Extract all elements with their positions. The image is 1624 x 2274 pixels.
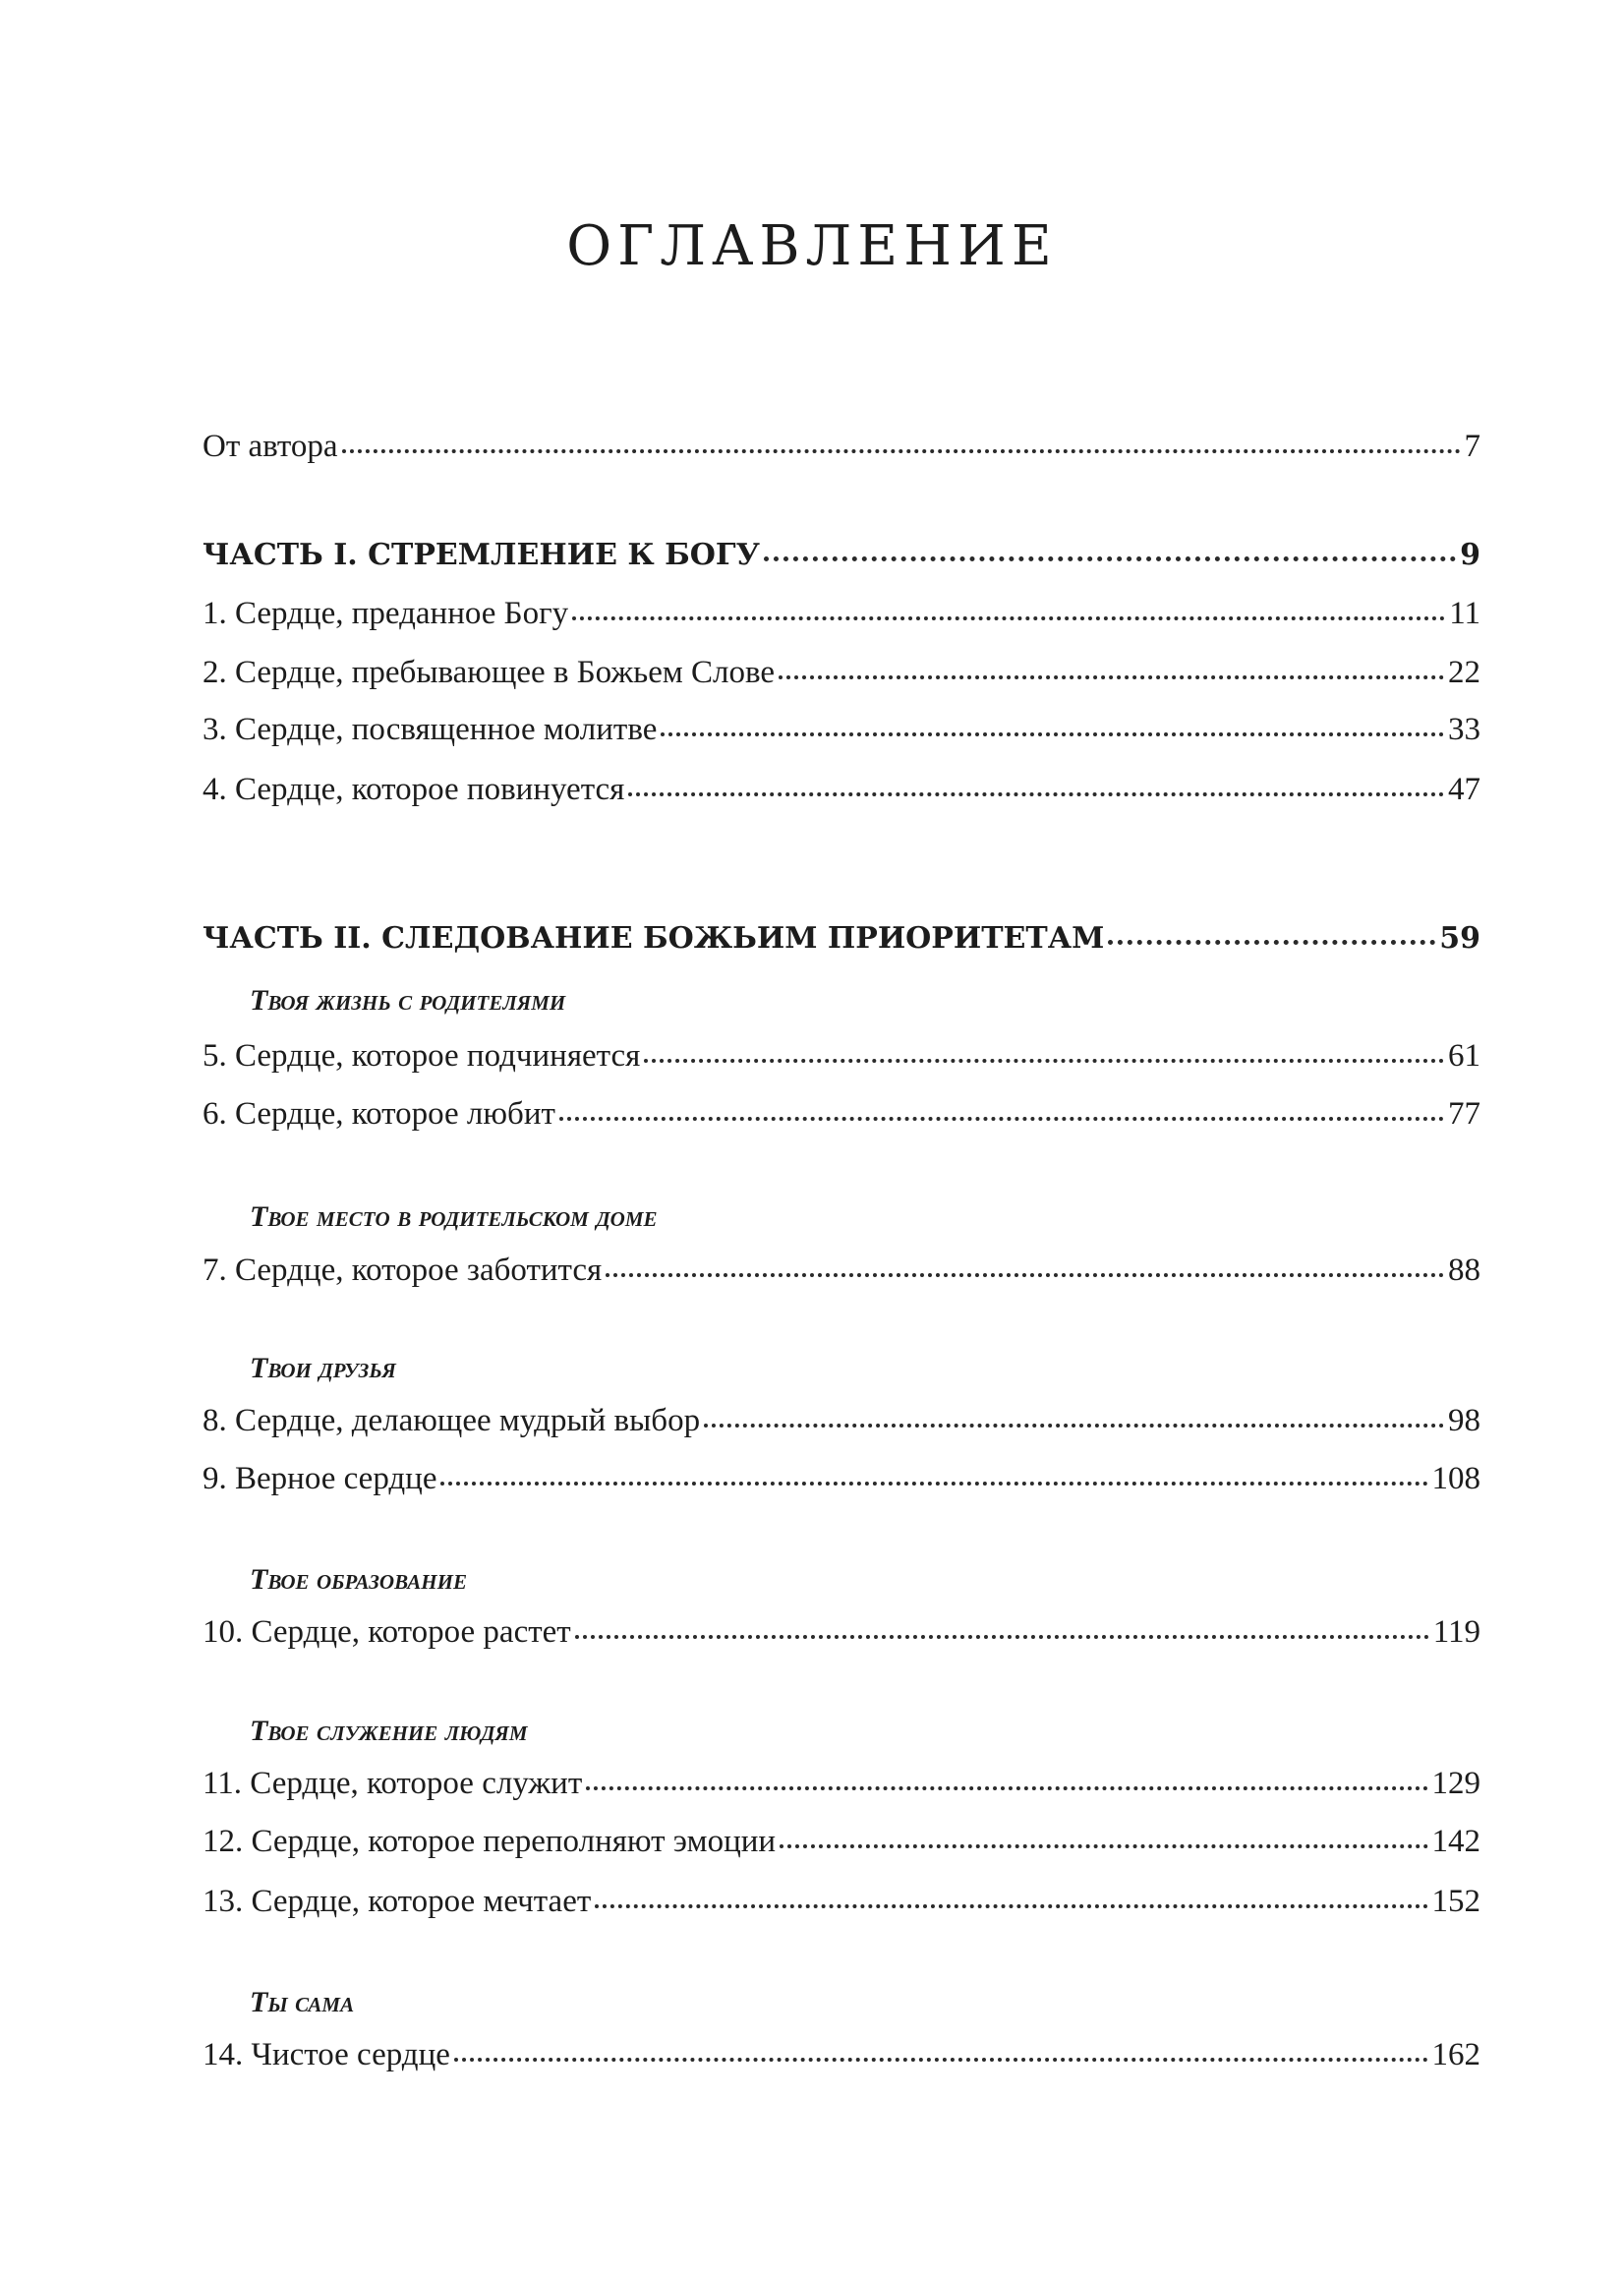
- entry-page: 7: [1464, 429, 1480, 464]
- entry-page: 108: [1431, 1461, 1480, 1496]
- entry-title: 5. Сердце, которое подчиняется: [203, 1038, 641, 1074]
- entry-title: 9. Верное сердце: [203, 1461, 437, 1496]
- entry-title: 11. Сердце, которое служит: [203, 1766, 583, 1801]
- part-page: 59: [1439, 921, 1480, 956]
- entry-title: 8. Сердце, делающее мудрый выбор: [203, 1403, 701, 1438]
- toc-entry-3[interactable]: [203, 708, 1480, 751]
- toc-entry-14[interactable]: [203, 2033, 1480, 2076]
- entry-title: От автора: [203, 429, 338, 464]
- subheading-home: Твое место в родительском доме: [250, 1200, 658, 1233]
- leader-dots: [586, 1786, 1427, 1790]
- leader-dots: [704, 1424, 1444, 1428]
- entry-page: 88: [1448, 1253, 1480, 1288]
- toc-entry-11[interactable]: [203, 1762, 1480, 1805]
- subheading-education: Твое образование: [250, 1563, 467, 1596]
- toc-part-1[interactable]: [203, 534, 1480, 577]
- leader-dots: [342, 449, 1461, 453]
- leader-dots: [1108, 940, 1435, 945]
- entry-title: 1. Сердце, преданное Богу: [203, 596, 569, 631]
- entry-page: 33: [1448, 712, 1480, 747]
- toc-entry-4[interactable]: [203, 768, 1480, 811]
- entry-page: 47: [1448, 772, 1480, 807]
- entry-title: 4. Сердце, которое повинуется: [203, 772, 625, 807]
- subheading-parents: Твоя жизнь с родителями: [250, 984, 566, 1017]
- leader-dots: [644, 1059, 1444, 1063]
- part-title: ЧАСТЬ I. СТРЕМЛЕНИЕ К БОГУ: [203, 538, 760, 572]
- leader-dots: [779, 675, 1444, 679]
- subheading-friends: Твои друзья: [250, 1352, 396, 1384]
- entry-title: 3. Сердце, посвященное молитве: [203, 712, 658, 747]
- leader-dots: [661, 732, 1444, 736]
- leader-dots: [780, 1844, 1427, 1848]
- toc-entry-8[interactable]: [203, 1399, 1480, 1442]
- leader-dots: [572, 616, 1445, 620]
- toc-entry-2[interactable]: [203, 651, 1480, 694]
- part-page: 9: [1460, 538, 1480, 572]
- toc-entry-6[interactable]: [203, 1092, 1480, 1136]
- leader-dots: [454, 2058, 1428, 2062]
- entry-title: 6. Сердце, которое любит: [203, 1096, 555, 1132]
- entry-title: 10. Сердце, которое растет: [203, 1614, 571, 1650]
- toc-entry-13[interactable]: [203, 1880, 1480, 1923]
- entry-page: 61: [1448, 1038, 1480, 1074]
- leader-dots: [606, 1273, 1444, 1277]
- toc-entry-from-author[interactable]: [203, 425, 1480, 468]
- leader-dots: [764, 556, 1456, 561]
- entry-page: 142: [1431, 1824, 1480, 1859]
- entry-title: 2. Сердце, пребывающее в Божьем Слове: [203, 655, 775, 690]
- entry-title: 12. Сердце, которое переполняют эмоции: [203, 1824, 777, 1859]
- leader-dots: [595, 1904, 1427, 1908]
- entry-page: 22: [1448, 655, 1480, 690]
- leader-dots: [628, 792, 1444, 796]
- entry-title: 14. Чистое сердце: [203, 2037, 450, 2072]
- entry-page: 11: [1449, 596, 1480, 631]
- toc-entry-9[interactable]: [203, 1457, 1480, 1500]
- page-title: ОГЛАВЛЕНИЕ: [566, 214, 1058, 278]
- leader-dots: [575, 1635, 1429, 1639]
- entry-title: 13. Сердце, которое мечтает: [203, 1884, 592, 1919]
- toc-entry-10[interactable]: [203, 1610, 1480, 1654]
- subheading-service: Твое служение людям: [250, 1715, 528, 1747]
- toc-entry-12[interactable]: [203, 1820, 1480, 1863]
- toc-entry-1[interactable]: [203, 592, 1480, 635]
- toc-entry-5[interactable]: [203, 1034, 1480, 1078]
- leader-dots: [440, 1482, 1427, 1486]
- entry-page: 77: [1448, 1096, 1480, 1132]
- entry-page: 98: [1448, 1403, 1480, 1438]
- entry-page: 162: [1431, 2037, 1480, 2072]
- toc-part-2[interactable]: [203, 917, 1480, 961]
- entry-title: 7. Сердце, которое заботится: [203, 1253, 603, 1288]
- toc-entry-7[interactable]: [203, 1249, 1480, 1292]
- subheading-yourself: Ты сама: [250, 1986, 355, 2018]
- part-title: ЧАСТЬ II. СЛЕДОВАНИЕ БОЖЬИМ ПРИОРИТЕТАМ: [203, 921, 1105, 956]
- entry-page: 119: [1432, 1614, 1480, 1650]
- leader-dots: [559, 1117, 1444, 1121]
- entry-page: 129: [1431, 1766, 1480, 1801]
- entry-page: 152: [1431, 1884, 1480, 1919]
